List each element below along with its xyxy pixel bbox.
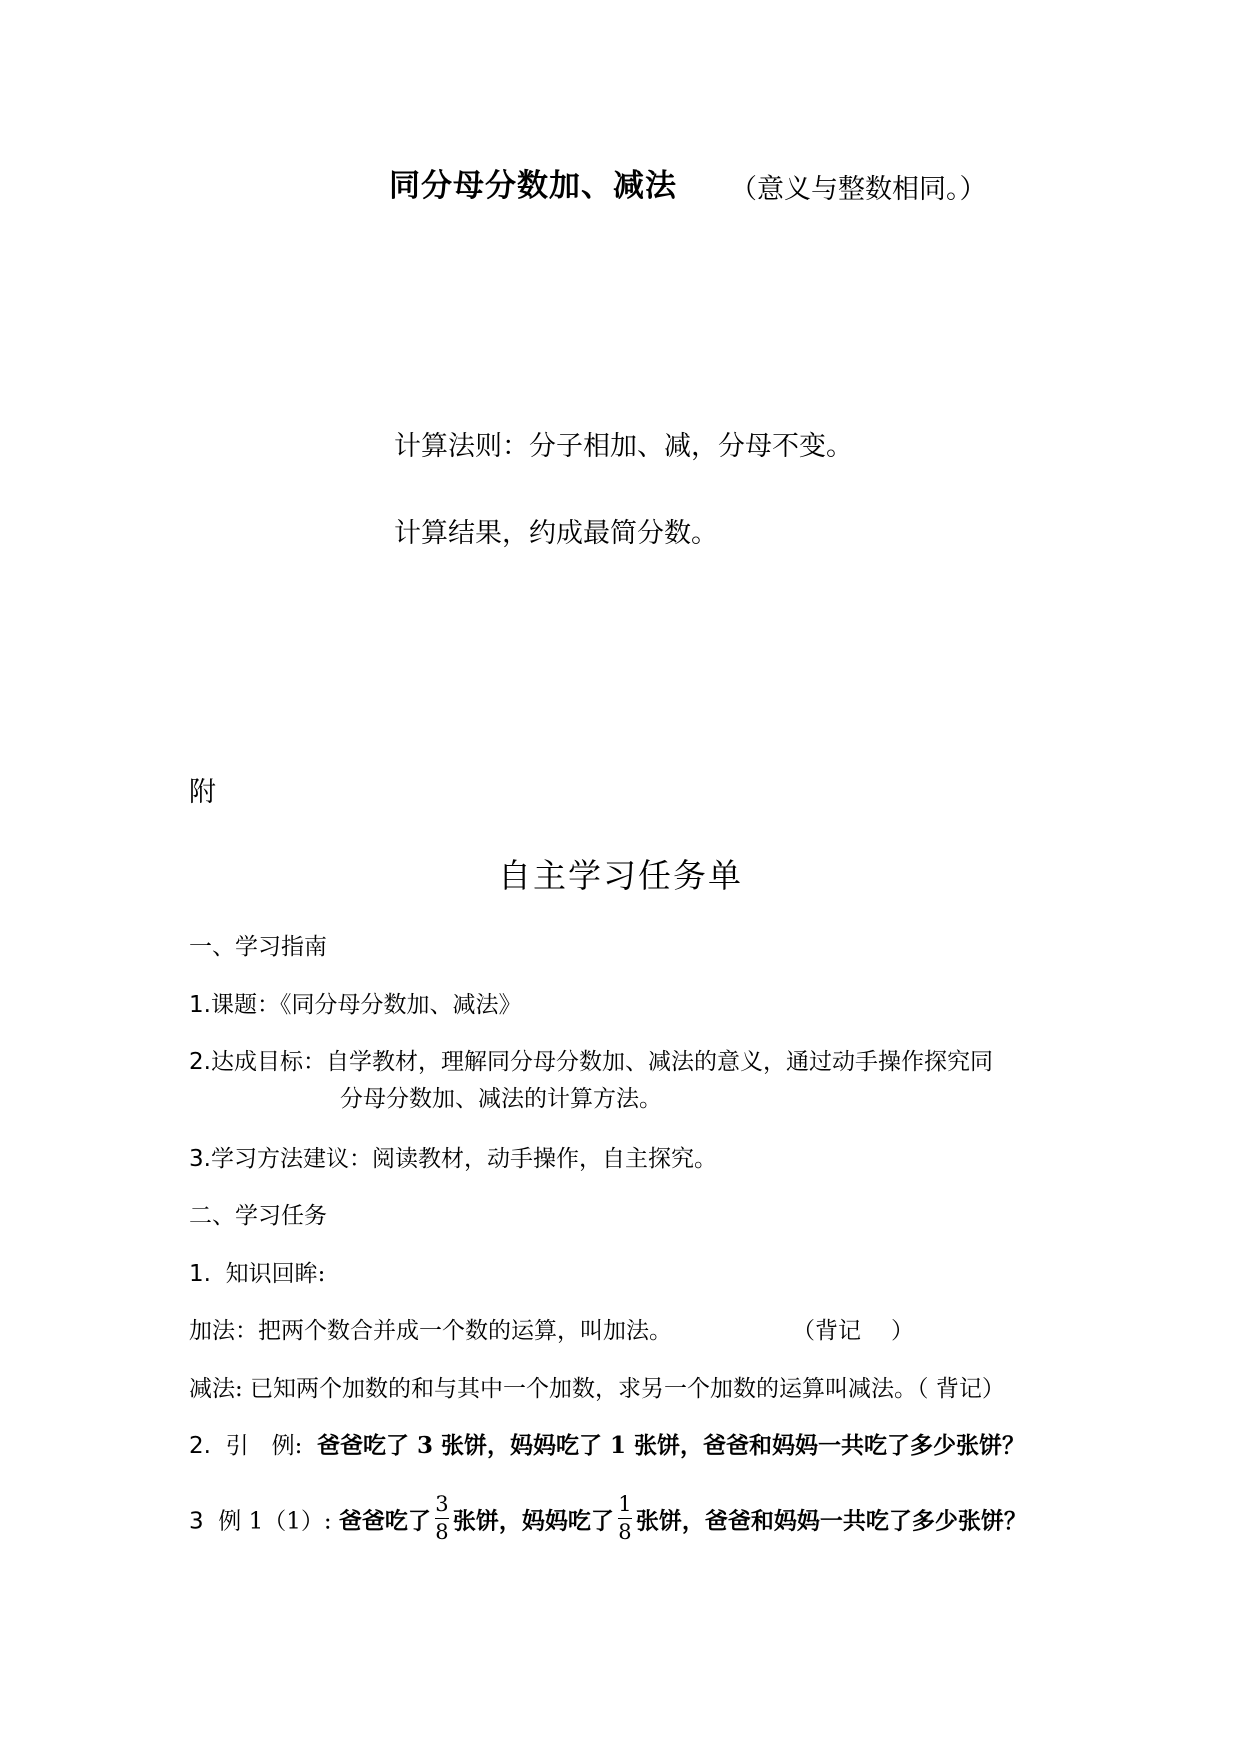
topic-line xyxy=(189,986,521,1019)
fraction-bar xyxy=(435,1518,449,1519)
section-heading-tasks: 二、学习任务 xyxy=(189,1203,327,1229)
goal-line-continued: 分母分数加、减法的计算方法。 xyxy=(340,1086,662,1112)
fraction-one-eighth xyxy=(618,1494,632,1543)
memorize-tag-open: （ xyxy=(792,1318,815,1344)
title-note: （意义与整数相同。） xyxy=(730,174,987,205)
task-sheet-title: 自主学习任务单 xyxy=(498,856,743,895)
item-number: 1. xyxy=(189,1261,211,1287)
fraction-numerator: 3 xyxy=(435,1492,449,1516)
memorize-tag-close: ） xyxy=(891,1318,914,1344)
result-rule: 计算结果，约成最简分数。 xyxy=(394,518,718,549)
method-line xyxy=(189,1140,717,1173)
recall-text: 知识回眸: xyxy=(225,1261,326,1287)
goal-line xyxy=(189,1043,993,1076)
item-number: 2. xyxy=(189,1433,211,1459)
item-number: 2. xyxy=(189,1049,211,1075)
method-text: 学习方法建议：阅读教材，动手操作，自主探究。 xyxy=(210,1146,717,1172)
item-number: 1. xyxy=(189,992,211,1018)
goal-text: 达成目标：自学教材，理解同分母分数加、减法的意义，通过动手操作探究同 xyxy=(210,1049,993,1075)
fraction-denominator: 8 xyxy=(618,1520,632,1544)
recall-line xyxy=(189,1255,325,1288)
intro-label: 引 例: xyxy=(225,1433,303,1459)
item-number: 3 xyxy=(189,1508,204,1535)
example-label: 例 1（1）: xyxy=(218,1508,332,1535)
memorize-tag-word: 背记 xyxy=(815,1318,861,1344)
section-heading-guide: 一、学习指南 xyxy=(189,934,327,960)
example-text-part1: 爸爸吃了 xyxy=(338,1507,431,1535)
fraction-numerator: 1 xyxy=(618,1492,632,1516)
addition-definition-line xyxy=(189,1312,914,1345)
fraction-bar xyxy=(618,1518,632,1519)
calculation-rule: 计算法则：分子相加、减，分母不变。 xyxy=(394,431,853,462)
example-text-part3: 张饼，爸爸和妈妈一共吃了多少张饼？ xyxy=(635,1507,1027,1535)
fraction-three-eighths xyxy=(435,1494,449,1543)
example-text-part2: 张饼，妈妈吃了 xyxy=(452,1507,614,1535)
subtraction-definition: 减法: 已知两个加数的和与其中一个加数，求另一个加数的运算叫减法。（ 背记） xyxy=(189,1376,1005,1402)
example-one-line xyxy=(189,1492,1027,1547)
intro-question: 爸爸吃了 3 张饼，妈妈吃了 1 张饼，爸爸和妈妈一共吃了多少张饼？ xyxy=(316,1432,1025,1459)
intro-example-line xyxy=(189,1427,1025,1460)
item-number: 3. xyxy=(189,1146,211,1172)
fraction-denominator: 8 xyxy=(435,1520,449,1544)
topic-text: 课题：《同分母分数加、减法》 xyxy=(210,992,522,1018)
page-title: 同分母分数加、减法 xyxy=(389,168,677,204)
addition-definition: 加法：把两个数合并成一个数的运算，叫加法。 xyxy=(189,1318,672,1344)
appendix-label: 附 xyxy=(189,777,216,808)
